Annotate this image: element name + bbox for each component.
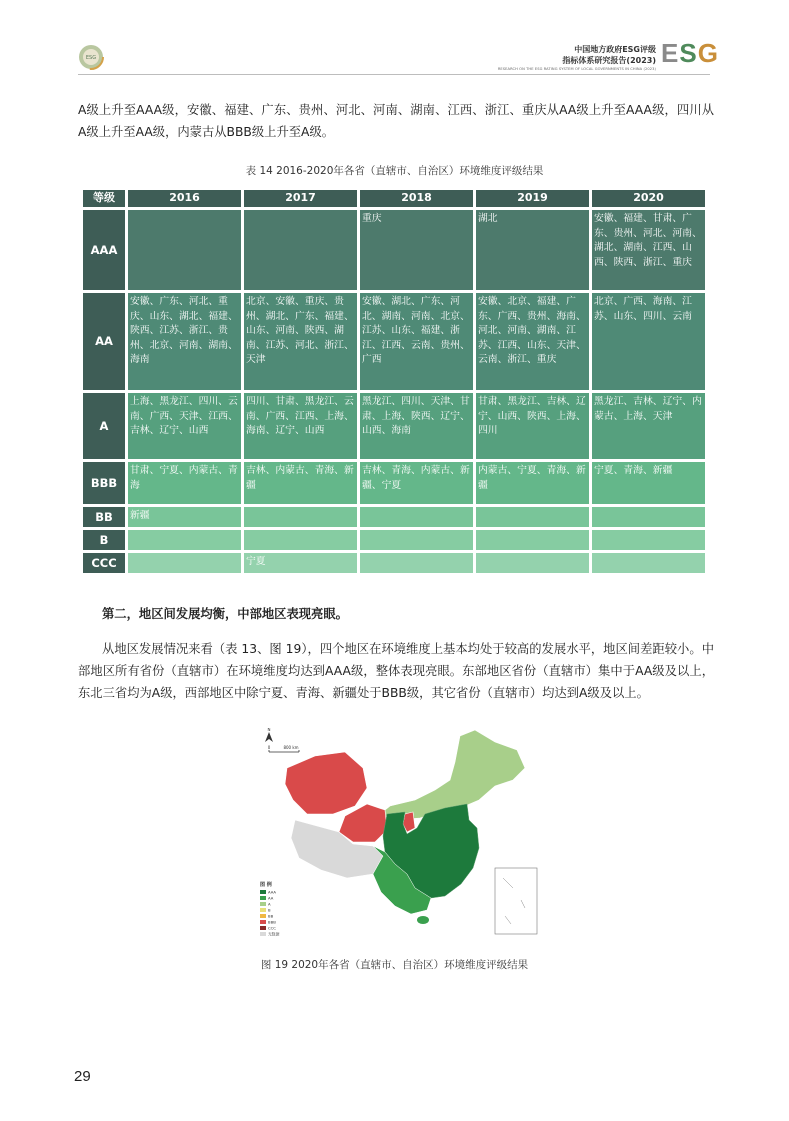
header-subtitle: RESEARCH ON THE ESG RATING SYSTEM OF LOCAL GOVERNMENTS IN CHINA (2023)	[497, 67, 656, 71]
report-logo-icon	[78, 44, 104, 70]
section-heading: 第二，地区间发展均衡，中部地区表现亮眼。	[102, 607, 348, 621]
grade-cell: CCC	[83, 553, 125, 573]
table-cell: 新疆	[128, 507, 241, 527]
legend-label: BBB	[268, 919, 276, 925]
table-row-bb	[83, 507, 705, 527]
table-cell: 甘肃、黑龙江、吉林、辽宁、山西、陕西、上海、四川	[476, 393, 589, 459]
table-cell: 安徽、北京、福建、广东、广西、贵州、海南、河北、河南、湖南、江苏、江西、山东、天津、云南、浙江、重庆	[476, 293, 589, 390]
table-header-row	[83, 190, 705, 207]
table-cell: 黑龙江、吉林、辽宁、内蒙古、上海、天津	[592, 393, 705, 459]
north-arrow-icon	[265, 728, 273, 742]
legend-label: B	[268, 907, 271, 913]
table-cell: 吉林、内蒙古、青海、新疆	[244, 462, 357, 504]
scale-distance: 800 km	[283, 745, 299, 750]
table-cell	[128, 530, 241, 550]
esg-e: E	[661, 38, 680, 68]
china-rating-map	[255, 728, 555, 943]
legend-title: 图 例	[260, 882, 272, 888]
table-cell	[244, 210, 357, 290]
grade-cell: B	[83, 530, 125, 550]
table-cell: 宁夏	[244, 553, 357, 573]
legend-swatch	[260, 914, 266, 918]
table-cell: 黑龙江、四川、天津、甘肃、上海、陕西、辽宁、山西、海南	[360, 393, 473, 459]
legend-label: 无数据	[268, 931, 280, 937]
header-divider	[78, 74, 710, 75]
table-row-bbb	[83, 462, 705, 504]
header-cell-2017: 2017	[244, 190, 357, 207]
legend-swatch	[260, 902, 266, 906]
header-cell-2018: 2018	[360, 190, 473, 207]
legend-swatch	[260, 920, 266, 924]
table-caption: 表 14 2016-2020年各省（直辖市、自治区）环境维度评级结果	[245, 165, 544, 177]
table-cell: 安徽、福建、甘肃、广东、贵州、河北、河南、湖北、湖南、江西、山西、陕西、浙江、重庆	[592, 210, 705, 290]
table-cell: 安徽、湖北、广东、河北、湖南、河南、北京、江苏、山东、福建、浙江、江西、云南、贵州、广西	[360, 293, 473, 390]
legend-swatch	[260, 890, 266, 894]
header-title	[498, 44, 656, 72]
scale-zero: 0	[267, 745, 271, 750]
legend-label: A	[268, 901, 271, 907]
grade-cell: AAA	[83, 210, 125, 290]
table-row-ccc	[83, 553, 705, 573]
table-cell: 内蒙古、宁夏、青海、新疆	[476, 462, 589, 504]
table-cell: 北京、广西、海南、江苏、山东、四川、云南	[592, 293, 705, 390]
esg-wordmark	[661, 38, 719, 69]
grade-cell: A	[83, 393, 125, 459]
table-row-aaa	[83, 210, 705, 290]
table-cell	[360, 530, 473, 550]
header-title-line1: 中国地方政府ESG评级	[574, 45, 656, 54]
table-cell	[360, 507, 473, 527]
esg-g: G	[697, 38, 719, 68]
header-cell-2019: 2019	[476, 190, 589, 207]
rating-table	[80, 187, 708, 576]
table-cell: 宁夏、青海、新疆	[592, 462, 705, 504]
intro-paragraph: A级上升至AAA级，安徽、福建、广东、贵州、河北、河南、湖南、江西、浙江、重庆从AA级上升至AAA级，四川从A级上升至AA级，内蒙古从BBB级上升至A级。	[78, 103, 714, 139]
table-cell	[244, 507, 357, 527]
table-cell	[592, 530, 705, 550]
legend-swatch	[260, 908, 266, 912]
logo-text: ESG	[85, 55, 97, 61]
table-cell	[476, 507, 589, 527]
legend-swatch	[260, 926, 266, 930]
legend-swatch	[260, 932, 266, 936]
legend-label: CCC	[268, 925, 276, 931]
legend-label: AAA	[268, 889, 277, 895]
figure-caption: 图 19 2020年各省（直辖市、自治区）环境维度评级结果	[260, 959, 529, 971]
esg-s: S	[679, 38, 698, 68]
table-cell	[360, 553, 473, 573]
header-cell-2020: 2020	[592, 190, 705, 207]
scale-bar	[268, 745, 299, 752]
header-cell-2016: 2016	[128, 190, 241, 207]
grade-cell: BBB	[83, 462, 125, 504]
map-legend	[260, 881, 280, 937]
north-label: N	[267, 728, 271, 732]
table-cell: 湖北	[476, 210, 589, 290]
table-row-b	[83, 530, 705, 550]
legend-label: BB	[268, 913, 274, 919]
table-row-a	[83, 393, 705, 459]
table-row-aa	[83, 293, 705, 390]
table-cell	[476, 530, 589, 550]
header-cell-grade: 等级	[83, 190, 125, 207]
table-cell	[592, 507, 705, 527]
legend-swatch	[260, 896, 266, 900]
table-cell	[244, 530, 357, 550]
header-title-line2: 指标体系研究报告(2023)	[562, 56, 656, 65]
table-cell: 四川、甘肃、黑龙江、云南、广西、江西、上海、海南、辽宁、山西	[244, 393, 357, 459]
grade-cell: BB	[83, 507, 125, 527]
table-cell	[592, 553, 705, 573]
table-cell: 安徽、广东、河北、重庆、山东、湖北、福建、陕西、江苏、浙江、贵州、北京、河南、湖南、海南	[128, 293, 241, 390]
table-cell	[128, 553, 241, 573]
grade-cell: AA	[83, 293, 125, 390]
table-cell: 重庆	[360, 210, 473, 290]
table-cell	[128, 210, 241, 290]
table-cell: 上海、黑龙江、四川、云南、广西、天津、江西、吉林、辽宁、山西	[128, 393, 241, 459]
body-paragraph: 从地区发展情况来看（表 13、图 19），四个地区在环境维度上基本均处于较高的发展水平，地区间差距较小。中部地区所有省份（直辖市）在环境维度均达到AAA级，整体表现亮眼。东部地区省份（直辖市）集中于AA级及以上，东北三省均为A级，西部地区中除宁夏、青海、新疆处于BBB级，其它省份（直辖市）均达到A级及以上。	[78, 642, 714, 700]
page-number: 29	[74, 1068, 91, 1085]
legend-label: AA	[268, 895, 274, 901]
table-cell: 吉林、青海、内蒙古、新疆、宁夏	[360, 462, 473, 504]
table-cell: 甘肃、宁夏、内蒙古、青海	[128, 462, 241, 504]
table-cell	[476, 553, 589, 573]
table-cell: 北京、安徽、重庆、贵州、湖北、广东、福建、山东、河南、陕西、湖南、江苏、河北、浙江、天津	[244, 293, 357, 390]
